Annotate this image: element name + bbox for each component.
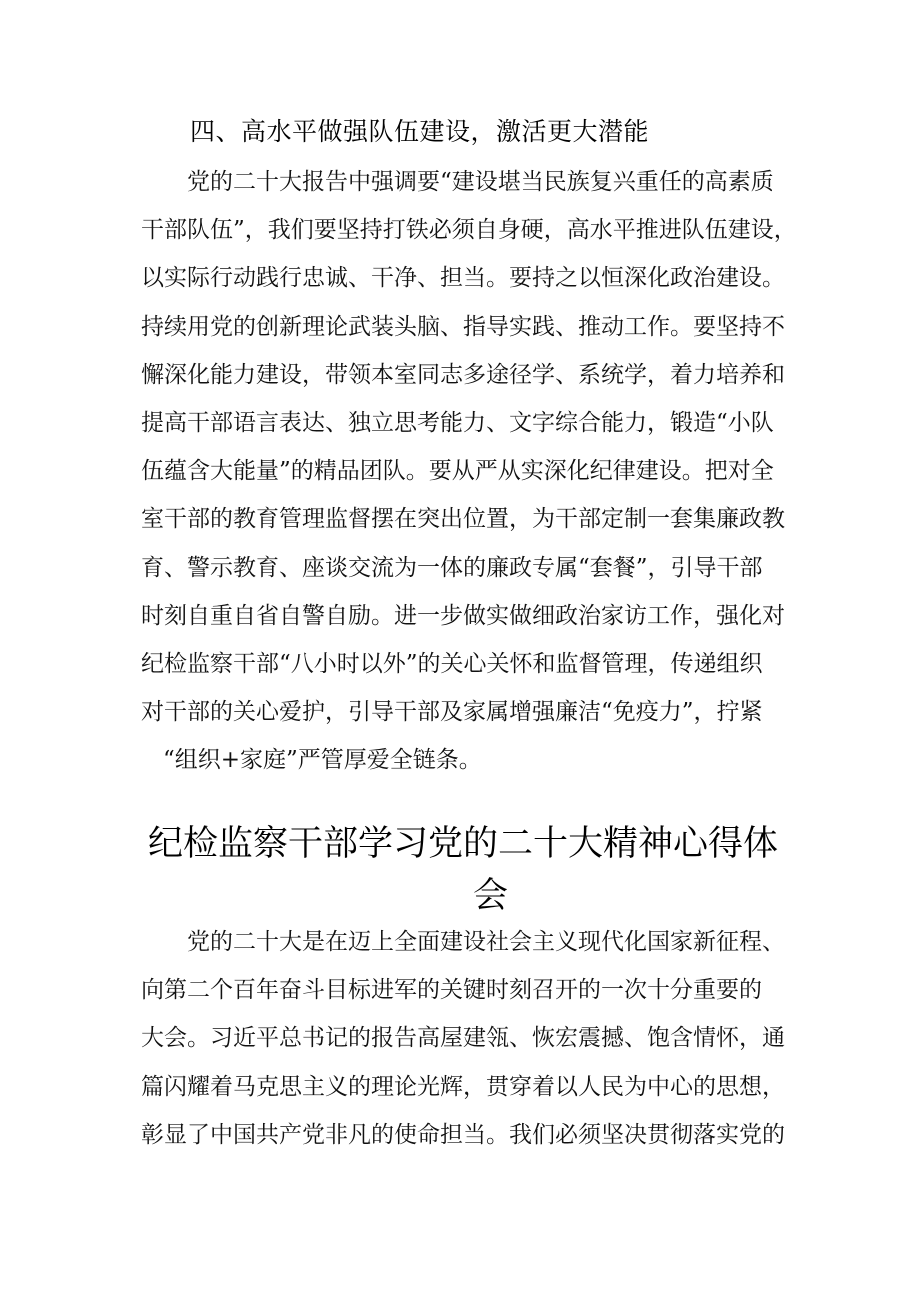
paragraph-line: “组织+家庭”严管厚爱全链条。 — [163, 747, 482, 774]
paragraph-line: 大会。习近平总书记的报告高屋建瓴、恢宏震撼、饱含情怀，通 — [141, 1025, 785, 1052]
paragraph-line: 干部队伍”，我们要坚持打铁必须自身硬，高水平推进队伍建设， — [141, 217, 797, 244]
paragraph-2 — [141, 918, 806, 1159]
paragraph-line: 提高干部语言表达、独立思考能力、文字综合能力，锻造“小队 — [141, 409, 774, 436]
paragraph-line: 向第二个百年奋斗目标进军的关键时刻召开的一次十分重要的 — [141, 977, 762, 1004]
paragraph-line: 伍蕴含大能量”的精品团队。要从严从实深化纪律建设。把对全 — [141, 458, 774, 485]
paragraph-line: 篇闪耀着马克思主义的理论光辉，贯穿着以人民为中心的思想， — [141, 1073, 785, 1100]
section-heading: 四、高水平做强队伍建设，激活更大潜能 — [190, 117, 650, 146]
paragraph-line: 党的二十大是在迈上全面建设社会主义现代化国家新征程、 — [187, 929, 785, 955]
article-title — [140, 818, 840, 922]
paragraph-line: 室干部的教育管理监督摆在突出位置，为干部定制一套集廉政教 — [141, 506, 785, 533]
paragraph-line: 以实际行动践行忠诚、干净、担当。要持之以恒深化政治建设。 — [141, 265, 785, 292]
paragraph-line: 对干部的关心爱护，引导干部及家属增强廉洁“免疫力”，拧紧 — [141, 699, 763, 726]
article-title-line: 会 — [473, 876, 509, 916]
paragraph-line: 纪检监察干部“八小时以外”的关心关怀和监督管理，传递组织 — [141, 650, 763, 677]
paragraph-line: 彰显了中国共产党非凡的使命担当。我们必须坚决贯彻落实党的 — [141, 1121, 785, 1148]
paragraph-line: 持续用党的创新理论武装头脑、指导实践、推动工作。要坚持不 — [141, 313, 785, 340]
paragraph-1 — [141, 158, 806, 784]
paragraph-line: 懈深化能力建设，带领本室同志多途径学、系统学，着力培养和 — [141, 361, 785, 388]
paragraph-line: 时刻自重自省自警自励。进一步做实做细政治家访工作，强化对 — [141, 602, 785, 629]
paragraph-line: 党的二十大报告中强调要“建设堪当民族复兴重任的高素质 — [187, 169, 774, 195]
paragraph-line: 育、警示教育、座谈交流为一体的廉政专属“套餐”，引导干部 — [141, 554, 763, 581]
article-title-line: 纪检监察干部学习党的二十大精神心得体 — [148, 824, 779, 864]
